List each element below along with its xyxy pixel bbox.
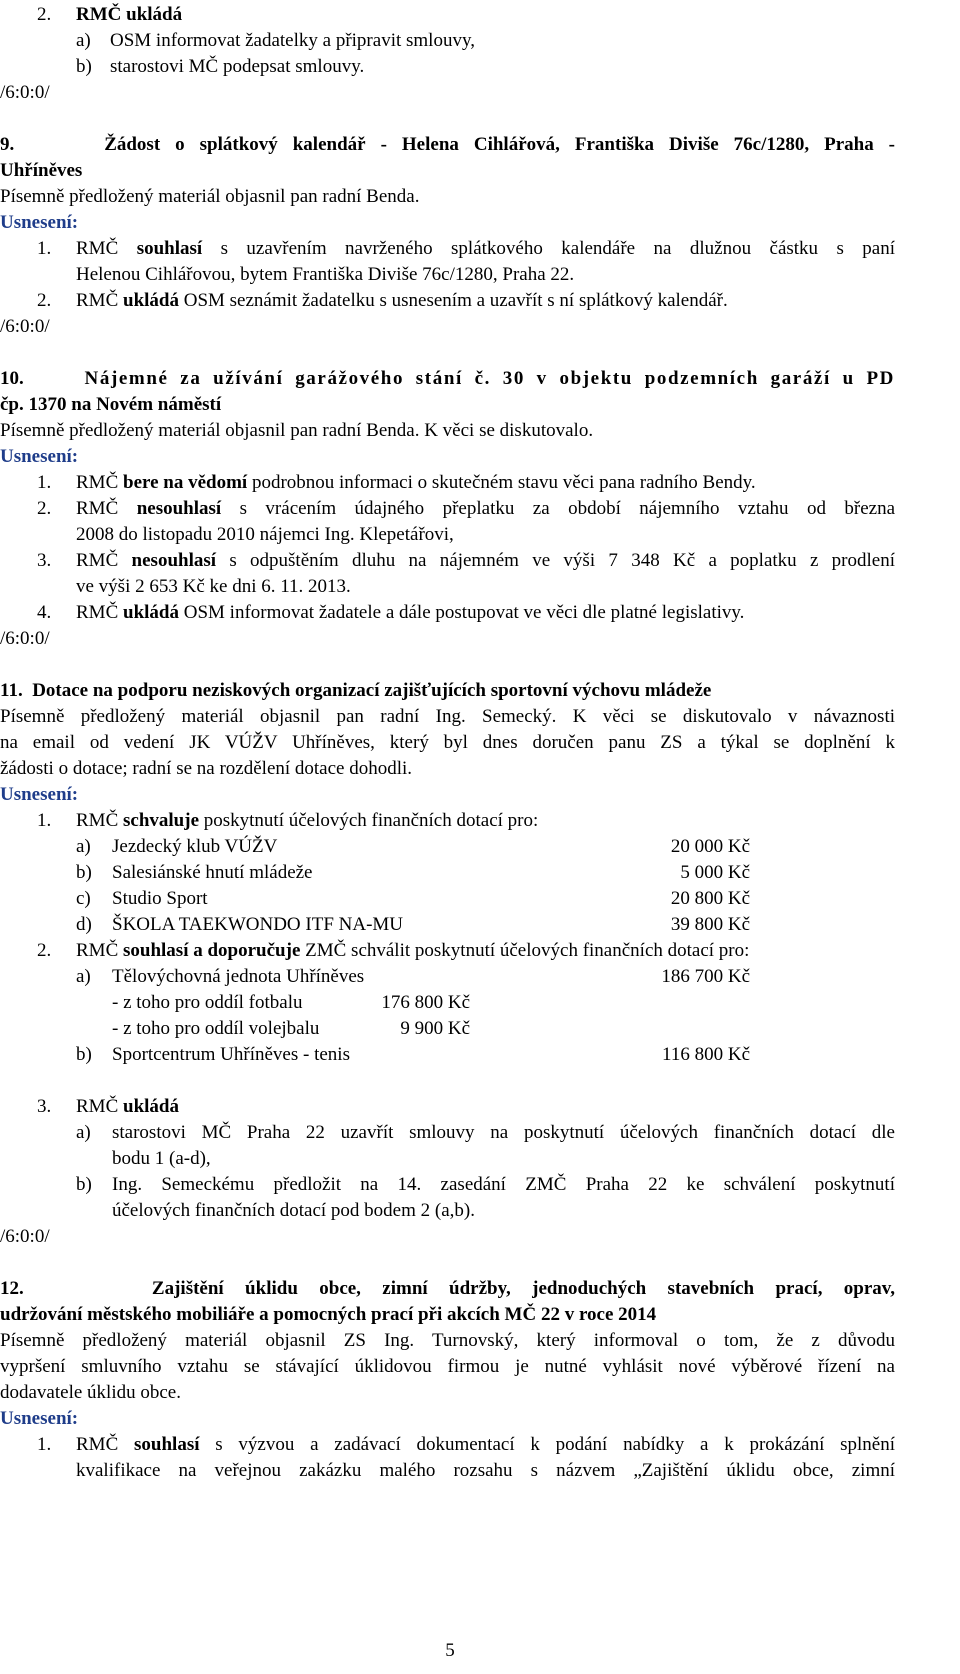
s11-r1-num: 1. [37, 810, 52, 831]
grant-letter: a) [76, 836, 91, 857]
grant-amount: 39 800 Kč [670, 914, 750, 935]
s8-item2-num: 2. [37, 4, 52, 25]
grant-sub-name: - z toho pro oddíl fotbalu [112, 992, 303, 1013]
grant-sub-amount: 176 800 Kč [381, 992, 470, 1013]
s11-r1-line1: RMČ schvaluje poskytnutí účelových finančních dotací pro: [76, 810, 539, 831]
grant-sub-amount: 9 900 Kč [400, 1018, 470, 1039]
grant-amount: 20 000 Kč [670, 836, 750, 857]
s10-r2-num: 2. [37, 498, 52, 519]
s11-r3b-letter: b) [76, 1174, 92, 1195]
s11-r3-head: RMČ ukládá [76, 1096, 179, 1117]
s12-r1-num: 1. [37, 1434, 52, 1455]
s9-intro: Písemně předložený materiál objasnil pan radní Benda. [0, 186, 420, 207]
grant-name: Jezdecký klub VÚŽV [112, 836, 278, 857]
s11-intro-3: žádosti o dotace; radní se na rozdělení dotace dohodli. [0, 758, 413, 779]
s8-b-text: starostovi MČ podepsat smlouvy. [110, 56, 365, 77]
grant-letter: b) [76, 1044, 92, 1065]
s9-r1-num: 1. [37, 238, 52, 259]
grant-name: ŠKOLA TAEKWONDO ITF NA-MU [112, 914, 404, 935]
separator: /6:0:0/ [0, 316, 50, 337]
s10-r2-line1: RMČ nesouhlasí s vrácením údajného přeplatku za období nájemního vztahu od března [76, 498, 896, 519]
grant-amount: 20 800 Kč [670, 888, 750, 909]
grant-letter: c) [76, 888, 91, 909]
s8-a-text: OSM informovat žadatelky a připravit smlouvy, [110, 30, 475, 51]
s12-usneseni: Usnesení: [0, 1408, 79, 1429]
grant-letter: b) [76, 862, 92, 883]
s11-usneseni: Usnesení: [0, 784, 79, 805]
grant-amount: 5 000 Kč [680, 862, 750, 883]
s12-title: 12. Zajištění úklidu obce, zimní údržby, jednoduchých stavebních prací, oprav, [0, 1278, 896, 1299]
s10-r4-num: 4. [37, 602, 52, 623]
s11-intro-1: Písemně předložený materiál objasnil pan radní Ing. Semecký. K věci se diskutovalo v návaznosti [0, 706, 895, 727]
s10-r3-num: 3. [37, 550, 52, 571]
grant-name: Studio Sport [112, 888, 208, 909]
s11-r2-line1: RMČ souhlasí a doporučuje ZMČ schválit poskytnutí účelových finančních dotací pro: [76, 940, 750, 961]
s10-intro: Písemně předložený materiál objasnil pan radní Benda. K věci se diskutovalo. [0, 420, 594, 441]
s10-usneseni: Usnesení: [0, 446, 79, 467]
s12-r1-line2: kvalifikace na veřejnou zakázku malého rozsahu s názvem „Zajištění úklidu obce, zimní [76, 1460, 895, 1481]
s11-intro-2: na email od vedení JK VÚŽV Uhříněves, který byl dnes doručen panu ZS a týkal se doplnění k [0, 732, 895, 753]
grant-letter: d) [76, 914, 92, 935]
s9-r2-line1: RMČ ukládá OSM seznámit žadatelku s usnesením a uzavřít s ní splátkový kalendář. [76, 290, 728, 311]
separator: /6:0:0/ [0, 82, 50, 103]
s8-a-letter: a) [76, 30, 91, 51]
s9-r1-line2: Helenou Cihlářovou, bytem Františka Diviše 76c/1280, Praha 22. [76, 264, 575, 285]
s11-r3a-line1: starostovi MČ Praha 22 uzavřít smlouvy na poskytnutí účelových finančních dotací dle [112, 1122, 895, 1143]
grant-name: Tělovýchovná jednota Uhříněves [112, 966, 365, 987]
grant-amount: 116 800 Kč [662, 1044, 750, 1065]
s12-intro-1: Písemně předložený materiál objasnil ZS Ing. Turnovský, který informoval o tom, že z důvodu [0, 1330, 895, 1351]
s9-title: 9. Žádost o splátkový kalendář - Helena Cihlářová, Františka Diviše 76c/1280, Praha - [0, 134, 896, 155]
s10-title-cont: čp. 1370 na Novém náměstí [0, 394, 222, 415]
s10-r3-line2: ve výši 2 653 Kč ke dni 6. 11. 2013. [76, 576, 351, 597]
s10-r2-line2: 2008 do listopadu 2010 nájemci Ing. Klepetářovi, [76, 524, 454, 545]
s11-r3b-line2: účelových finančních dotací pod bodem 2 (a,b). [112, 1200, 475, 1221]
s10-r1-line1: RMČ bere na vědomí podrobnou informaci o skutečném stavu věci pana radního Bendy. [76, 472, 756, 493]
s11-r3a-letter: a) [76, 1122, 91, 1143]
s8-item2-head: RMČ ukládá [76, 4, 183, 25]
s10-title: 10. Nájemné za užívání garážového stání č. 30 v objektu podzemních garáží u PD [0, 368, 896, 389]
s12-r1-line1: RMČ souhlasí s výzvou a zadávací dokumentací k podání nabídky a k prokázání splnění [76, 1434, 896, 1455]
grant-sub-name: - z toho pro oddíl volejbalu [112, 1018, 320, 1039]
grant-letter: a) [76, 966, 91, 987]
s10-r1-num: 1. [37, 472, 52, 493]
s11-r2-num: 2. [37, 940, 52, 961]
s12-intro-3: dodavatele úklidu obce. [0, 1382, 181, 1403]
separator: /6:0:0/ [0, 628, 50, 649]
separator: /6:0:0/ [0, 1226, 50, 1247]
s10-r3-line1: RMČ nesouhlasí s odpuštěním dluhu na nájemném ve výši 7 348 Kč a poplatku z prodlení [76, 550, 896, 571]
s9-r1-line1: RMČ souhlasí s uzavřením navrženého splátkového kalendáře na dlužnou částku s paní [76, 238, 896, 259]
grant-name: Salesiánské hnutí mládeže [112, 862, 313, 883]
s8-b-letter: b) [76, 56, 92, 77]
s11-title: 11. Dotace na podporu neziskových organizací zajišťujících sportovní výchovu mládeže [0, 680, 712, 701]
s12-title-cont: udržování městského mobiliáře a pomocných prací při akcích MČ 22 v roce 2014 [0, 1304, 657, 1325]
grant-amount: 186 700 Kč [661, 966, 750, 987]
s9-usneseni: Usnesení: [0, 212, 79, 233]
s11-r3-num: 3. [37, 1096, 52, 1117]
page-number: 5 [445, 1640, 455, 1661]
s9-title-cont: Uhříněves [0, 160, 83, 181]
s12-intro-2: vypršení smluvního vztahu se stávající úklidovou firmou je nutné vyhlásit nové výběrové řízení na [0, 1356, 895, 1377]
s11-r3a-line2: bodu 1 (a-d), [112, 1148, 211, 1169]
s11-r3b-line1: Ing. Semeckému předložit na 14. zasedání ZMČ Praha 22 ke schválení poskytnutí [112, 1174, 895, 1195]
s9-r2-num: 2. [37, 290, 52, 311]
grant-name: Sportcentrum Uhříněves - tenis [112, 1044, 350, 1065]
s10-r4-line1: RMČ ukládá OSM informovat žadatele a dále postupovat ve věci dle platné legislativy. [76, 602, 745, 623]
